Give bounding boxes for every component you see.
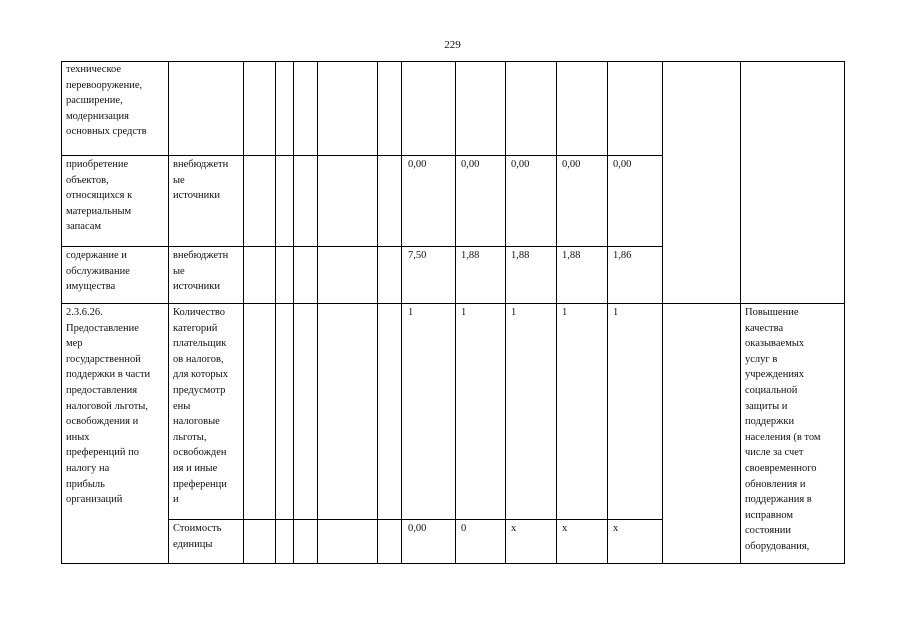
- column-border: [662, 61, 663, 564]
- row-divider: [61, 246, 662, 247]
- event-name-cell: техническое перевооружение, расширение, модернизация основных средств: [66, 64, 147, 138]
- event-name-cell: приобретение объектов, относящихся к материальным запасам: [66, 159, 133, 233]
- value-cell: 0,00: [511, 159, 530, 170]
- value-cell: 0,00: [461, 159, 480, 170]
- table-top-border: [61, 61, 845, 62]
- column-border: [401, 61, 402, 564]
- column-border: [556, 61, 557, 564]
- column-border: [275, 61, 276, 564]
- value-cell: 1,86: [613, 250, 632, 261]
- value-cell: 0,00: [408, 159, 427, 170]
- expected-result-cell: Повышение качества оказываемых услуг в учреждениях социальной защиты и поддержки населения (в том числе за счет своевременного обновления и поддержания в исправном состоянии оборудования,: [745, 307, 821, 552]
- value-cell: 1: [461, 307, 467, 318]
- row-divider: [61, 303, 845, 304]
- column-border: [607, 61, 608, 564]
- indicator-name-cell: Количество категорий плательщик ов налогов, для которых предусмотр ены налоговые льготы, освобожден ия и иные преференци и: [173, 307, 228, 506]
- value-cell: 0,00: [562, 159, 581, 170]
- value-cell: 1: [562, 307, 568, 318]
- value-cell: x: [511, 523, 517, 534]
- indicator-name-cell: Стоимость единицы: [173, 523, 222, 550]
- value-cell: 1: [511, 307, 517, 318]
- column-border: [740, 61, 741, 564]
- column-border: [61, 61, 62, 564]
- column-border: [168, 61, 169, 564]
- column-border: [844, 61, 845, 564]
- column-border: [377, 61, 378, 564]
- value-cell: x: [562, 523, 568, 534]
- column-border: [243, 61, 244, 564]
- page-number: 229: [444, 39, 461, 51]
- value-cell: 7,50: [408, 250, 427, 261]
- value-cell: 1,88: [511, 250, 530, 261]
- value-cell: 0: [461, 523, 467, 534]
- column-border: [317, 61, 318, 564]
- column-border: [455, 61, 456, 564]
- funding-source-cell: внебюджетн ые источники: [173, 159, 229, 202]
- value-cell: 1,88: [562, 250, 581, 261]
- value-cell: 1: [408, 307, 414, 318]
- column-border: [505, 61, 506, 564]
- column-border: [293, 61, 294, 564]
- row-divider: [61, 155, 662, 156]
- value-cell: x: [613, 523, 619, 534]
- value-cell: 1: [613, 307, 619, 318]
- event-name-cell: 2.3.6.26. Предоставление мер государственной поддержки в части предоставления налоговой льготы, освобождения и иных преференций по налогу на прибыль организаций: [66, 307, 151, 506]
- value-cell: 0,00: [613, 159, 632, 170]
- value-cell: 1,88: [461, 250, 480, 261]
- value-cell: 0,00: [408, 523, 427, 534]
- funding-source-cell: внебюджетн ые источники: [173, 250, 229, 293]
- event-name-cell: содержание и обслуживание имущества: [66, 250, 130, 293]
- table-bottom-border: [61, 563, 845, 564]
